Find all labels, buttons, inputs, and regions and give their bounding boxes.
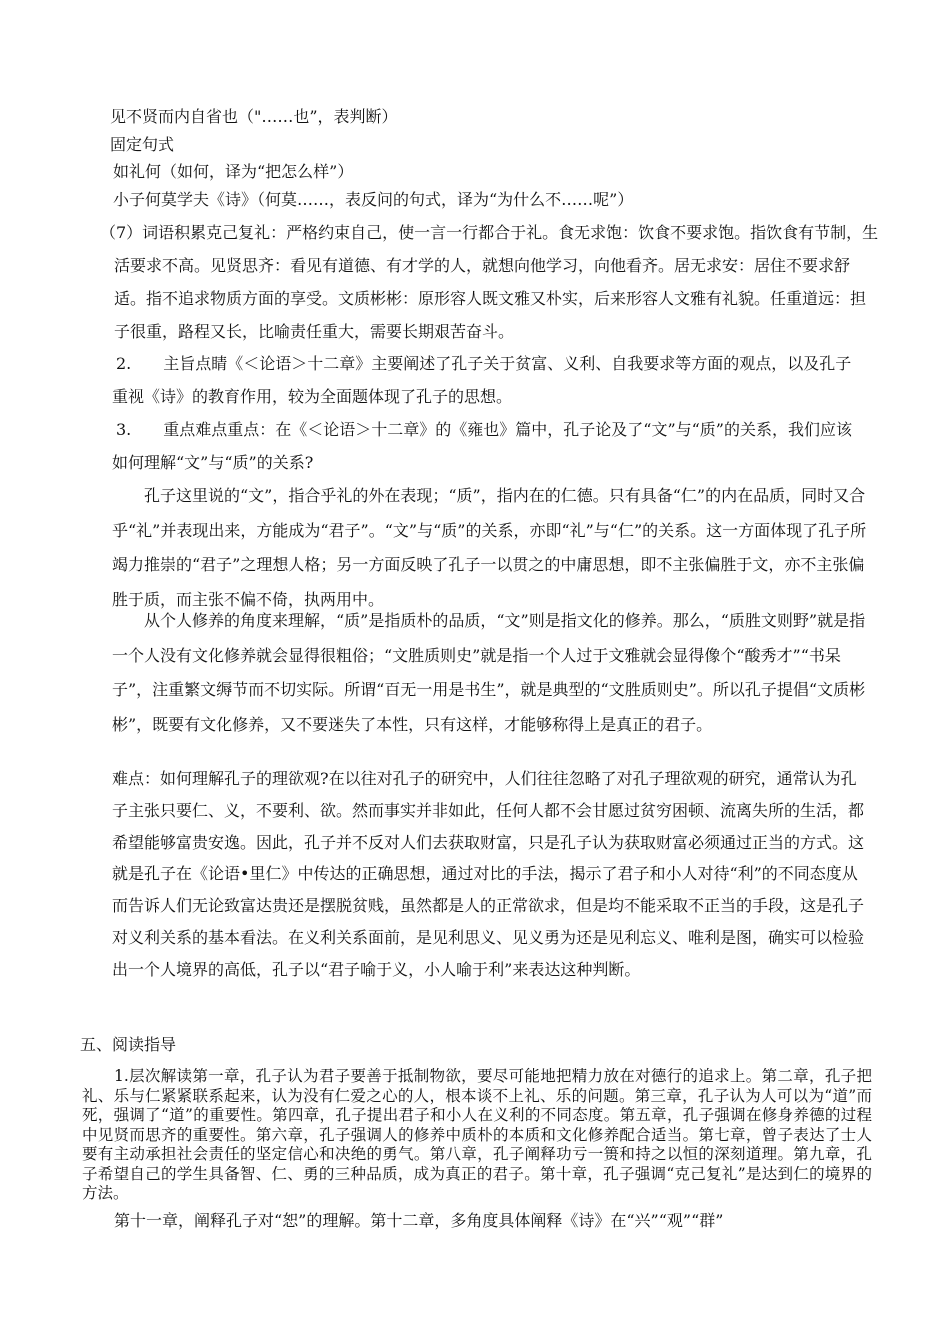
- example-line-xiaozi: 小子何莫学夫《诗》（何莫……，表反问的句式，译为“为什么不……呢”）: [113, 190, 634, 209]
- paragraph-continuation: 第十一章，阐释孔子对“恕”的理解。第十二章，多角度具体阐释《诗》在“兴”“观”“群”: [114, 1211, 724, 1230]
- paragraph-personal-cultivation: 从个人修养的角度来理解，“质”是指质朴的品质，“文”则是指文化的修养。那么，“质胜文则野”就是指一个人没有文化修养就会显得很粗俗；“文胜质则史”就是指一个人过于文雅就会显得像个“酸秀才”“书呆子”，注重繁文缛节而不切实际。所谓“百无一用是书生”，就是典型的“文胜质则史”。所以孔子提倡“文质彬彬”，既要有文化修养，又不要迷失了本性，只有这样，才能够称得上是真正的君子。: [112, 611, 866, 734]
- example-line-judgment: 见不贤而内自省也（"……也”，表判断）: [110, 107, 398, 126]
- paragraph-difficulty: 难点：如何理解孔子的理欲观?在以往对孔子的研究中，人们往往忽略了对孔子理欲观的研究，通常认为孔子主张只要仁、义，不要利、欲。然而事实并非如此，任何人都不会甘愿过贫穷困顿、流离失所的生活，都希望能够富贵安逸。因此，孔子并不反对人们去获取财富，只是孔子认为获取财富必须通过正当的方式。这就是孔子在《论语•里仁》中传达的正确思想，通过对比的手法，揭示了君子和小人对待“利”的不同态度从而告诉人们无论致富达贵还是摆脱贫贱，虽然都是人的正常欲求，但是均不能采取不正当的手段，这是孔子对义利关系的基本看法。在义利关系面前，是见利思义、见义勇为还是见利忘义、唯利是图，确实可以检验出一个人境界的高低，孔子以“君子喻于义，小人喻于利”来表达这种判断。: [112, 769, 865, 979]
- section-heading-reading-guide: 五、阅读指导: [80, 1035, 177, 1054]
- example-line-ruli-he: 如礼何（如何，译为“把怎么样”）: [113, 162, 354, 181]
- paragraph-vocabulary: （7）词语积累克己复礼：严格约束自己，使一言一行都合于礼。食无求饱：饮食不要求饱。指饮食有节制，生活要求不高。见贤思齐：看见有道德、有才学的人，就想向他学习，向他看齐。居无求安：居住不要求舒适。指不追求物质方面的享受。文质彬彬：原形容人既文雅又朴实，后来形容人文雅有礼貌。任重道远：担子很重，路程又长，比喻责任重大，需要长期艰苦奋斗。: [100, 223, 879, 341]
- heading-fixed-patterns: 固定句式: [110, 135, 175, 154]
- paragraph-main-idea: 2. 主旨点睛《＜论语＞十二章》主要阐述了孔子关于贫富、义利、自我要求等方面的观点，以及孔子重视《诗》的教育作用，较为全面题体现了孔子的思想。: [112, 354, 852, 406]
- paragraph-wen-zhi: 孔子这里说的“文”，指合乎礼的外在表现；“质”，指内在的仁德。只有具备“仁”的内在品质，同时又合乎“礼”并表现出来，方能成为“君子”。“文”与“质”的关系，亦即“礼”与“仁”的关系。这一方面体现了孔子所竭力推崇的“君子”之理想人格；另一方面反映了孔子一以贯之的中庸思想，即不主张偏胜于文，亦不主张偏胜于质，而主张不偏不倚，执两用中。: [112, 486, 867, 609]
- paragraph-layer-reading: 1.层次解读第一章，孔子认为君子要善于抵制物欲，要尽可能地把精力放在对德行的追求上。第二章，孔子把礼、乐与仁紧紧联系起来，认为没有仁爱之心的人，根本谈不上礼、乐的问题。第三章，孔子认为人可以为“道”而死，强调了“道”的重要性。第四章，孔子提出君子和小人在义利的不同态度。第五章，孔子强调在修身养德的过程中见贤而思齐的重要性。第六章，孔子强调人的修养中质朴的本质和文化修养配合适当。第七章，曾子表达了士人要有主动承担社会责任的坚定信心和决绝的勇气。第八章，孔子阐释功亏一篑和持之以恒的深刻道理。第九章，孔子希望自己的学生具备智、仁、勇的三种品质，成为真正的君子。第十章，孔子强调“克己复礼”是达到仁的境界的方法。: [82, 1067, 872, 1202]
- paragraph-key-points: 3. 重点难点重点：在《＜论语＞十二章》的《雍也》篇中，孔子论及了“文”与“质”的关系，我们应该如何理解“文”与“质”的关系?: [112, 420, 852, 472]
